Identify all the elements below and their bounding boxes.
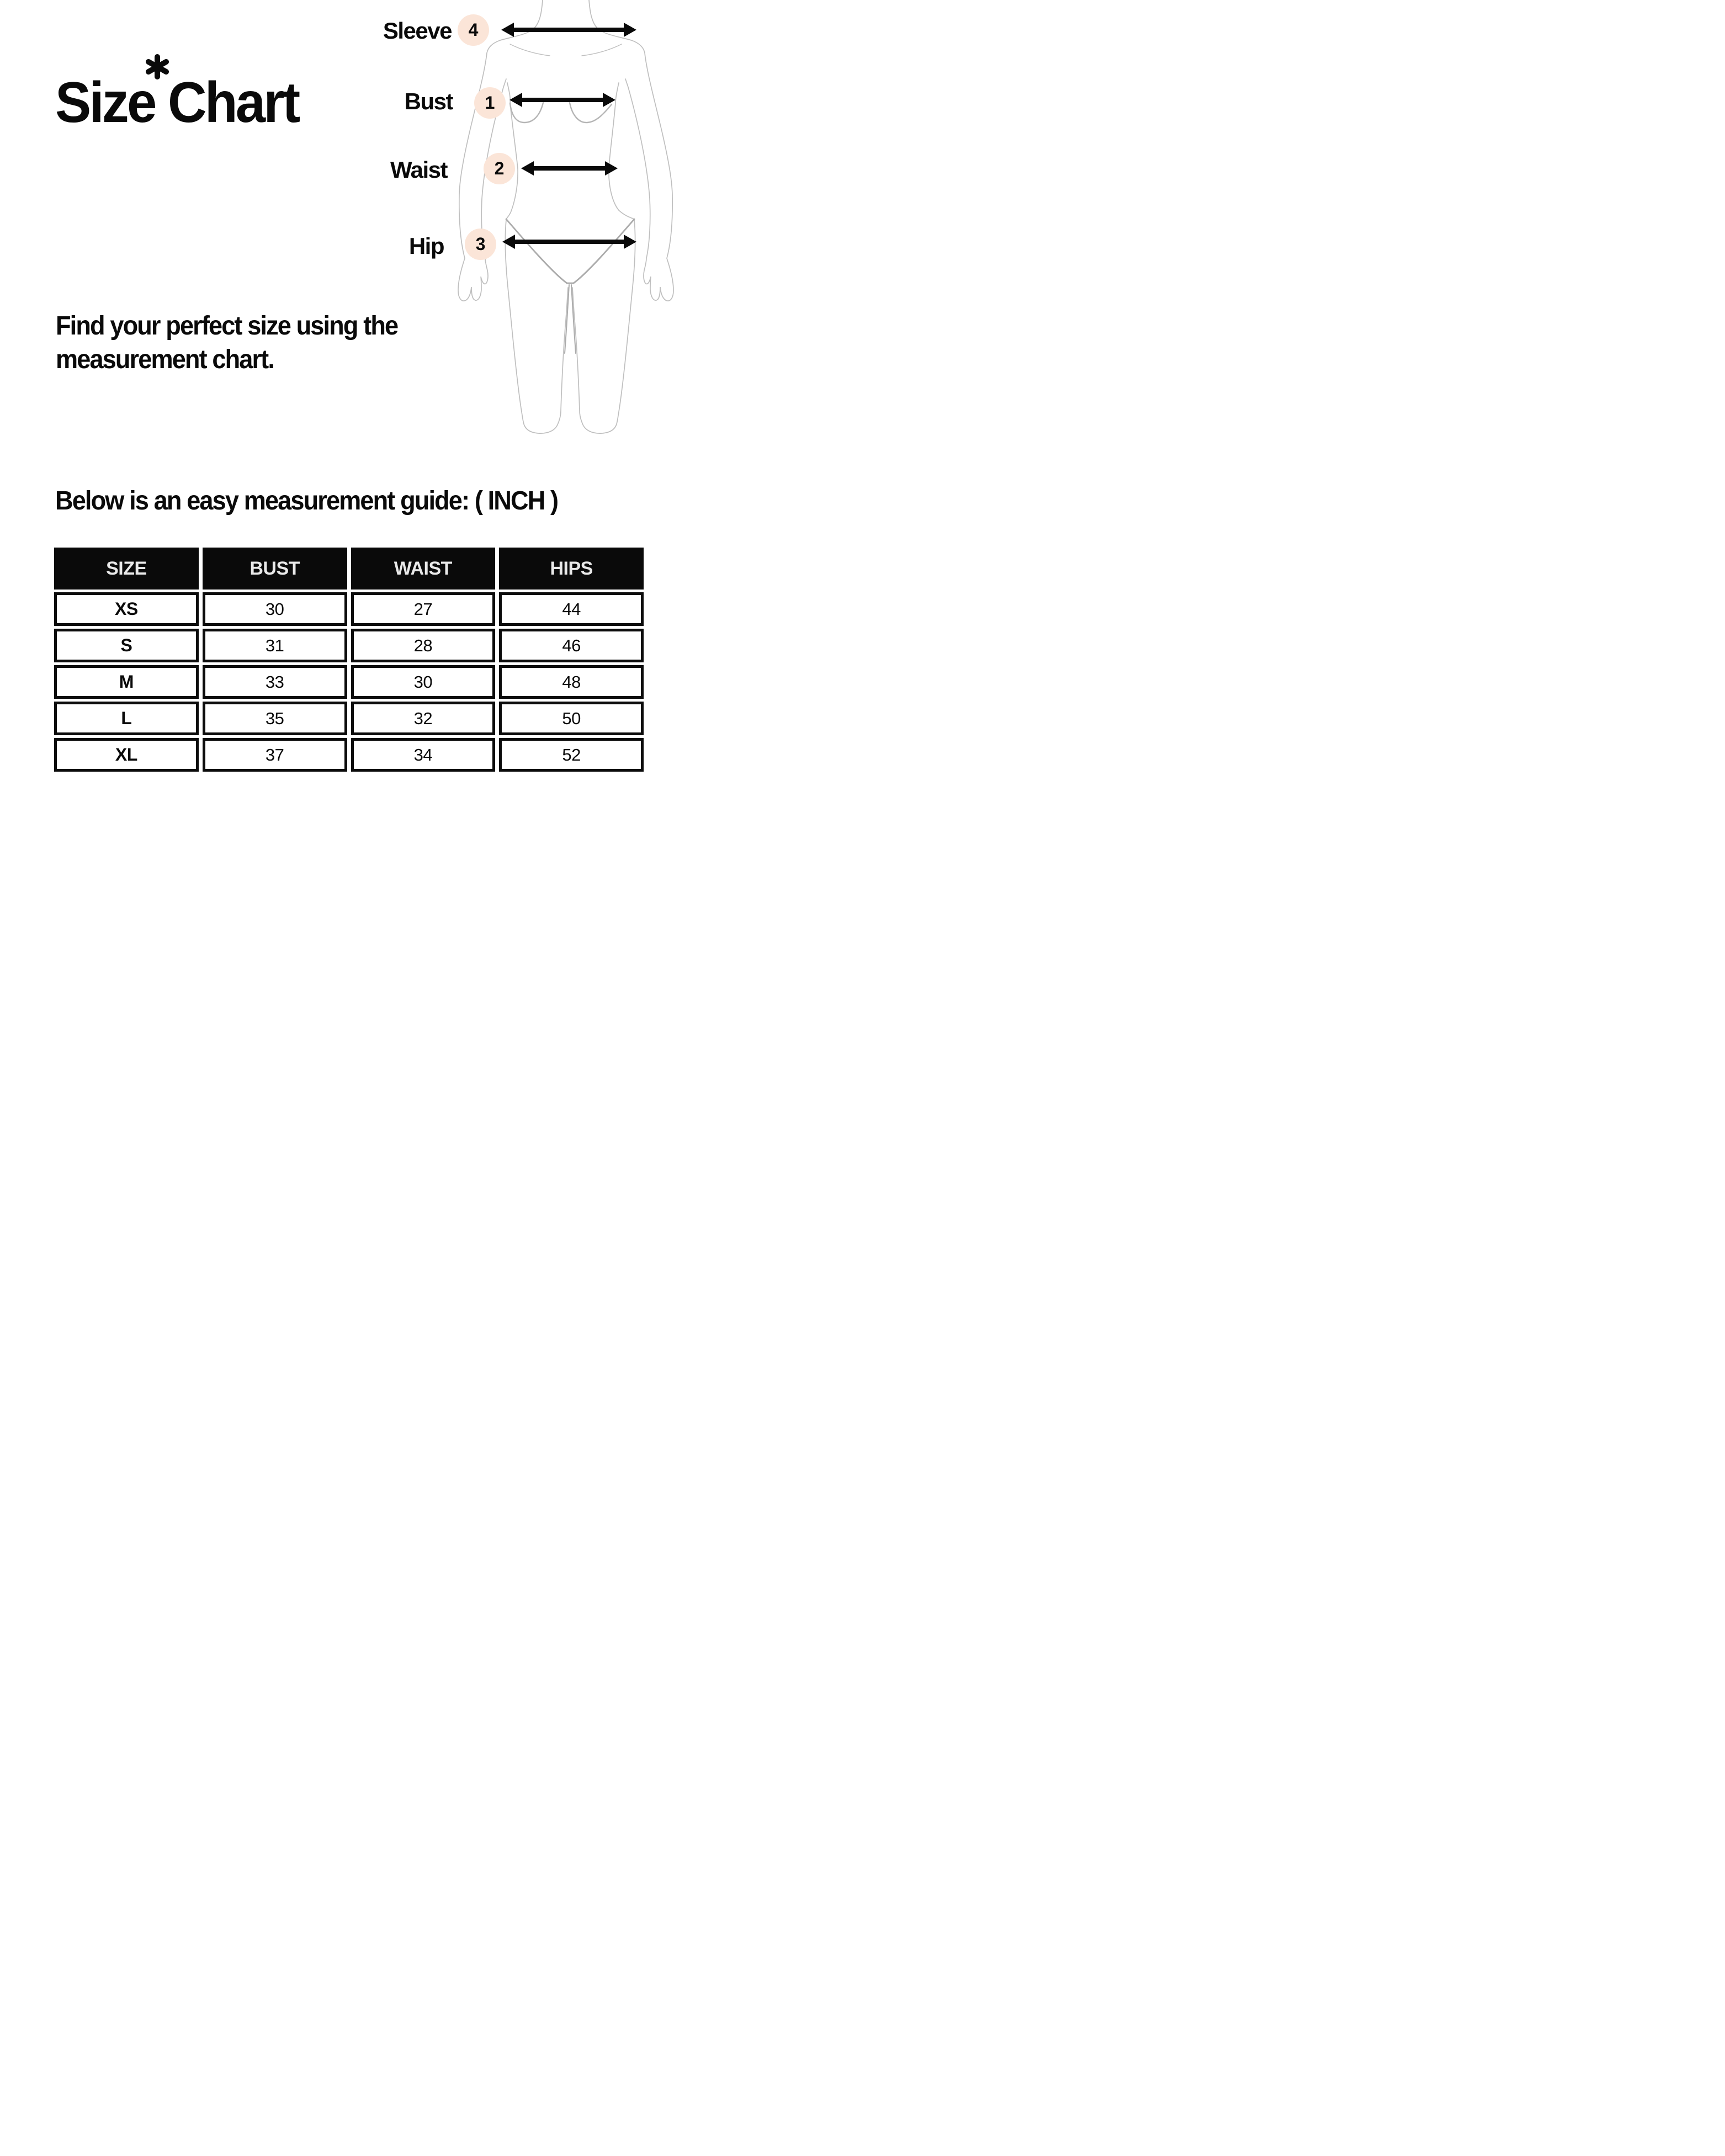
- table-cell-size: S: [54, 629, 199, 662]
- hip-label: Hip: [408, 233, 444, 259]
- bust-number-badge: 1: [474, 87, 506, 119]
- arrow-bar: [511, 240, 628, 244]
- col-header-waist: WAIST: [351, 548, 496, 590]
- sleeve-label: Sleeve: [383, 18, 452, 44]
- waist-measure-arrow: [521, 161, 618, 176]
- subtitle-line-1: Find your perfect size using the: [56, 311, 398, 341]
- table-cell-waist: 34: [351, 738, 496, 772]
- arrow-bar: [509, 28, 628, 32]
- table-cell-hips: 44: [499, 592, 644, 626]
- table-cell-waist: 32: [351, 702, 496, 735]
- table-cell-hips: 50: [499, 702, 644, 735]
- page-title: Size Chart: [55, 71, 299, 135]
- bust-measure-arrow: [509, 93, 615, 107]
- col-header-hips: HIPS: [499, 548, 644, 590]
- table-cell-hips: 48: [499, 665, 644, 699]
- table-cell-bust: 30: [203, 592, 347, 626]
- sleeve-number-badge: 4: [458, 14, 489, 46]
- size-measurement-table: [54, 548, 644, 772]
- sleeve-measure-arrow: [501, 23, 636, 37]
- table-cell-waist: 28: [351, 629, 496, 662]
- table-cell-size: XL: [54, 738, 199, 772]
- bust-label: Bust: [404, 88, 453, 114]
- arrow-bar: [518, 98, 607, 102]
- table-cell-waist: 27: [351, 592, 496, 626]
- table-cell-size: M: [54, 665, 199, 699]
- table-cell-hips: 46: [499, 629, 644, 662]
- waist-number-badge: 2: [484, 153, 515, 184]
- table-cell-bust: 37: [203, 738, 347, 772]
- table-cell-bust: 35: [203, 702, 347, 735]
- table-cell-bust: 31: [203, 629, 347, 662]
- col-header-bust: BUST: [203, 548, 347, 590]
- table-cell-waist: 30: [351, 665, 496, 699]
- table-cell-size: L: [54, 702, 199, 735]
- waist-label: Waist: [390, 157, 447, 183]
- arrow-bar: [529, 166, 609, 171]
- table-cell-bust: 33: [203, 665, 347, 699]
- table-cell-size: XS: [54, 592, 199, 626]
- col-header-size: SIZE: [54, 548, 199, 590]
- hip-measure-arrow: [502, 235, 636, 249]
- table-cell-hips: 52: [499, 738, 644, 772]
- hip-number-badge: 3: [465, 229, 496, 260]
- page-subtitle: [56, 309, 397, 376]
- body-figure-illustration: [453, 0, 690, 458]
- subtitle-line-2: measurement chart.: [56, 345, 274, 374]
- table-section-heading: Below is an easy measurement guide: ( INCH ): [55, 486, 558, 516]
